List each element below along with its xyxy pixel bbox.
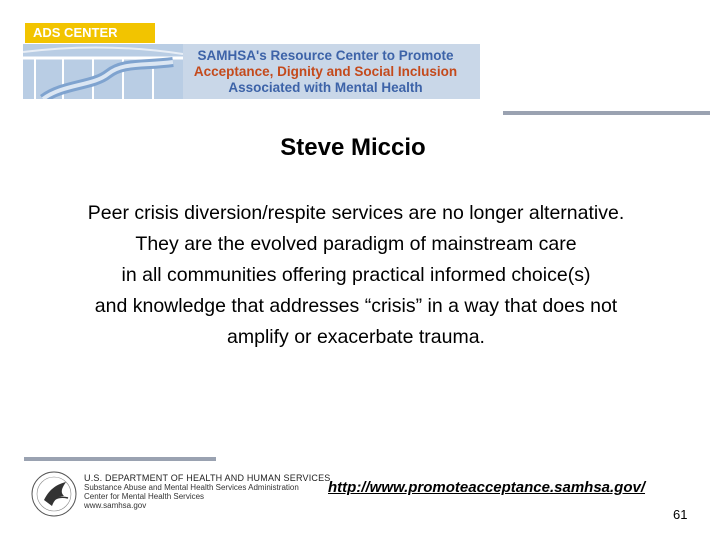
body-line: They are the evolved paradigm of mainstream care xyxy=(135,233,577,255)
footer-divider xyxy=(24,457,216,461)
hhs-samhsa-logo xyxy=(24,464,331,524)
banner-line-3: Associated with Mental Health xyxy=(228,80,423,95)
page-number: 61 xyxy=(673,507,688,522)
slide-body xyxy=(30,198,682,353)
body-line: amplify or exacerbate trauma. xyxy=(227,326,485,348)
bridge-illustration xyxy=(23,44,183,99)
header-divider xyxy=(503,111,710,115)
hhs-eagle-icon xyxy=(30,470,88,518)
hhs-line: Substance Abuse and Mental Health Services Administration xyxy=(84,483,299,492)
slide-title: Steve Miccio xyxy=(280,134,426,161)
body-line: and knowledge that addresses “crisis” in a way that does not xyxy=(94,295,618,317)
ads-center-logo: ADS CENTER xyxy=(25,23,155,43)
hhs-text xyxy=(84,474,331,510)
hhs-line: U.S. DEPARTMENT OF HEALTH AND HUMAN SERVICES xyxy=(84,473,331,483)
hhs-line: www.samhsa.gov xyxy=(84,501,147,510)
website-link[interactable]: http://www.promoteacceptance.samhsa.gov/ xyxy=(328,479,646,496)
banner-line-1: SAMHSA's Resource Center to Promote xyxy=(197,48,454,63)
body-line: in all communities offering practical informed choice(s) xyxy=(121,264,591,286)
hhs-line: Center for Mental Health Services xyxy=(84,492,205,501)
banner-title xyxy=(173,48,478,96)
ads-center-strip xyxy=(23,23,480,45)
body-line: Peer crisis diversion/respite services are no longer alternative. xyxy=(87,202,625,224)
header-banner xyxy=(23,23,480,99)
banner-line-2: Acceptance, Dignity and Social Inclusion xyxy=(193,64,458,79)
